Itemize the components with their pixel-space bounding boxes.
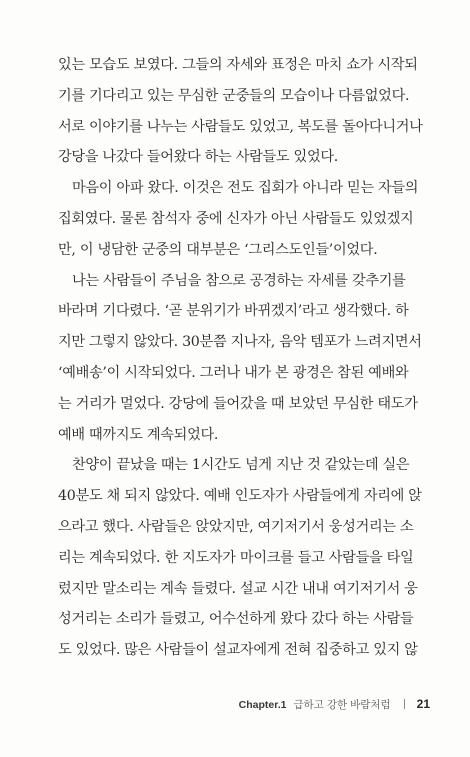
- footer-divider: [404, 699, 405, 709]
- chapter-title: 급하고 강한 바람처럼: [293, 699, 391, 711]
- text-line: 있는 모습도 보였다. 그들의 자세와 표정은 마치 쇼가 시작되: [58, 57, 418, 73]
- text-line: 리는 계속되었다. 한 지도자가 마이크를 들고 사람들을 타일: [58, 549, 414, 566]
- chapter-label: Chapter.1: [238, 699, 287, 711]
- text-line: 만, 이 냉담한 군중의 대부분은 ‘그리스도인들’이었다.: [58, 241, 378, 258]
- text-line: 으라고 했다. 사람들은 앉았지만, 여기저기서 웅성거리는 소: [58, 518, 414, 535]
- text-line: 찬양이 끝났을 때는 1시간도 넘게 지난 것 같았는데 실은: [72, 457, 410, 474]
- text-line: 나는 사람들이 주님을 참으로 공경하는 자세를 갖추기를: [72, 272, 406, 289]
- text-line: 마음이 아파 왔다. 이것은 전도 집회가 아니라 믿는 자들의: [72, 180, 419, 197]
- text-line: 도 있었다. 많은 사람들이 설교자에게 전혀 집중하고 있지 않: [58, 642, 418, 659]
- text-line: 강당을 나갔다 들어왔다 하는 사람들도 있었다.: [58, 149, 338, 166]
- text-line: ‘예배송’이 시작되었다. 그러나 내가 본 광경은 참된 예배와: [58, 364, 409, 381]
- text-line: 성거리는 소리가 들렸고, 어수선하게 왔다 갔다 하는 사람들: [58, 611, 414, 628]
- text-line: 렀지만 말소리는 계속 들렸다. 설교 시간 내내 여기저기서 웅: [58, 580, 418, 597]
- page-footer: [0, 695, 430, 715]
- text-line: 40분도 채 되지 않았다. 예배 인도자가 사람들에게 자리에 앉: [58, 488, 422, 505]
- text-line: 예배 때까지도 계속되었다.: [58, 426, 219, 443]
- text-line: 지만 그렇지 않았다. 30분쯤 지나자, 음악 템포가 느려지면서: [58, 334, 422, 351]
- page-number: 21: [416, 697, 430, 711]
- text-line: 바라며 기다렸다. ‘곧 분위기가 바뀌겠지’라고 생각했다. 하: [58, 303, 409, 320]
- body-text: [58, 50, 430, 666]
- text-line: 기를 기다리고 있는 무심한 군중들의 모습이나 다름없었다.: [58, 87, 410, 104]
- text-line: 서로 이야기를 나누는 사람들도 있었고, 복도를 돌아다니거나: [58, 118, 423, 135]
- text-line: 는 거리가 멀었다. 강당에 들어갔을 때 보았던 무심한 태도가: [58, 395, 418, 412]
- text-line: 집회였다. 물론 참석자 중에 신자가 아닌 사람들도 있었겠지: [58, 210, 414, 227]
